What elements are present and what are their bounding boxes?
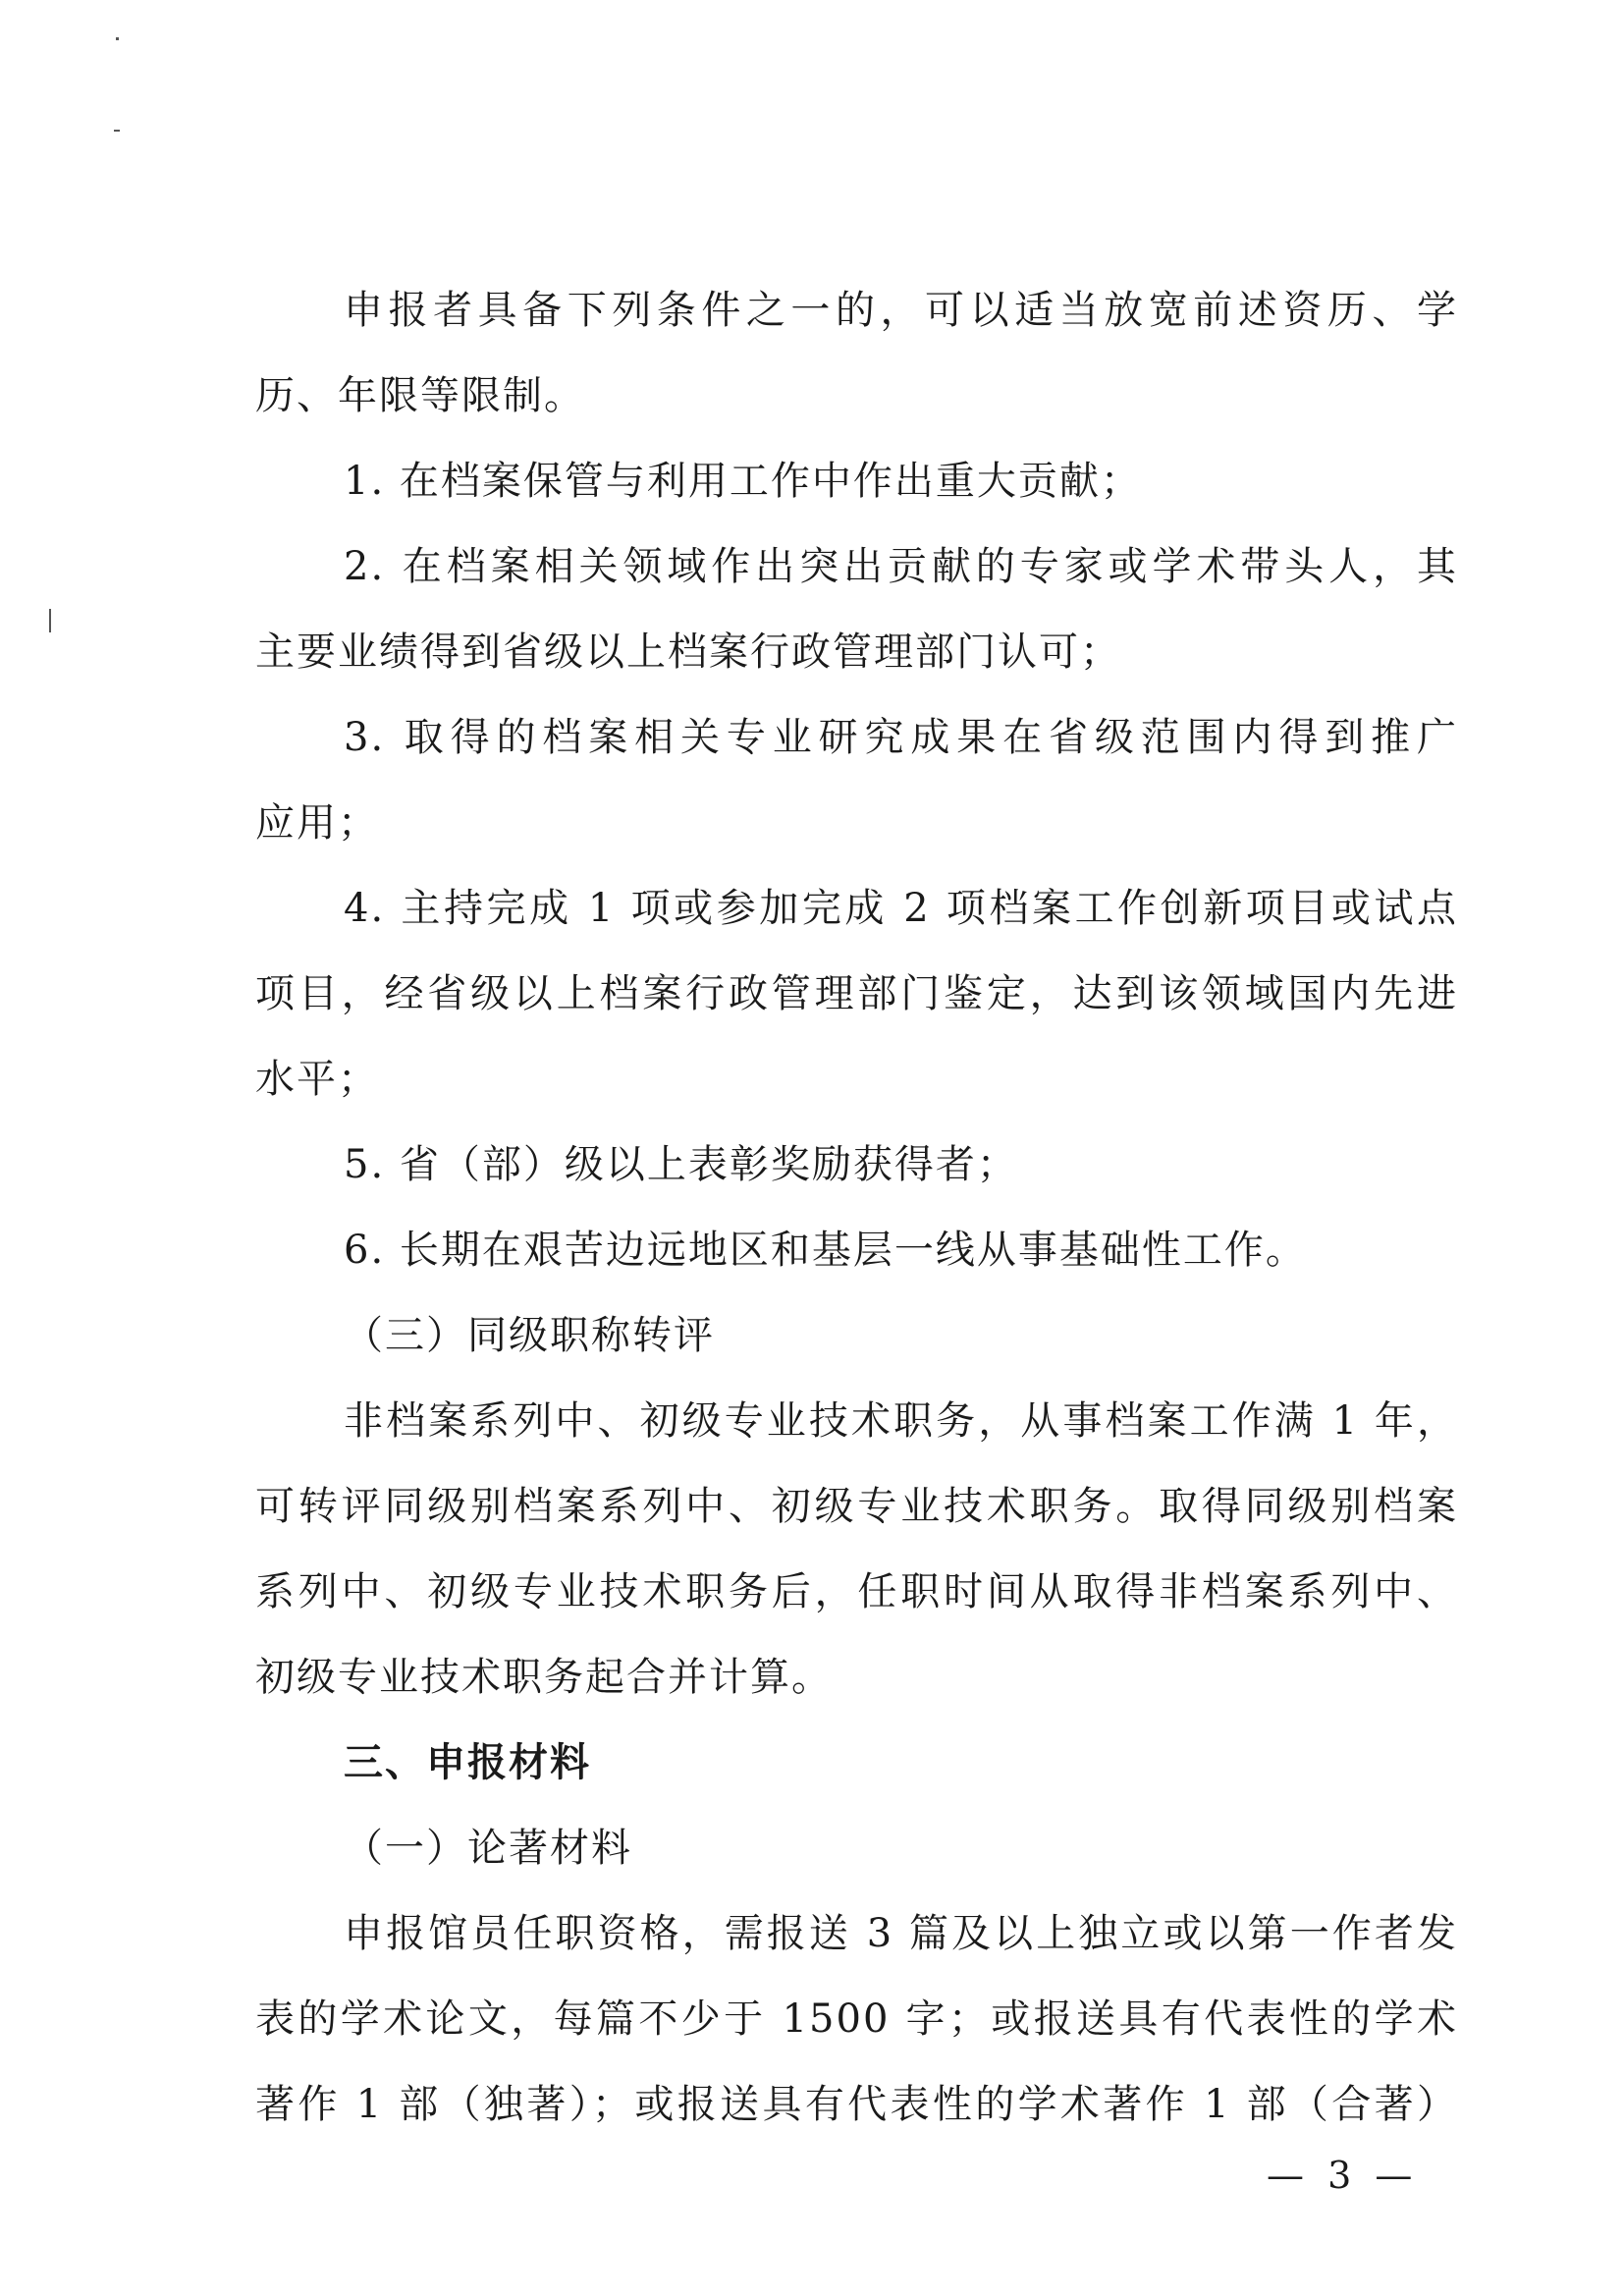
- subsection-heading: （一）论著材料: [344, 1826, 632, 1871]
- paragraph-line: 历、年限等限制。: [255, 373, 585, 418]
- paragraph-line: 表的学术论文，每篇不少于 1500 字；或报送具有代表性的学术: [255, 1996, 1458, 2042]
- paragraph-line: 系列中、初级专业技术职务后，任职时间从取得非档案系列中、: [255, 1569, 1458, 1614]
- subsection-heading: （三）同级职称转评: [344, 1313, 715, 1358]
- page-number: — 3 —: [1267, 2154, 1419, 2197]
- list-item-line: 应用；: [255, 800, 379, 846]
- list-item-line: 主要业绩得到省级以上档案行政管理部门认可；: [255, 629, 1121, 675]
- list-item-line: 水平；: [255, 1057, 379, 1102]
- paragraph-line: 申报者具备下列条件之一的，可以适当放宽前述资历、学: [344, 288, 1458, 333]
- paragraph-line: 可转评同级别档案系列中、初级专业技术职务。取得同级别档案: [255, 1484, 1458, 1529]
- paragraph-line: 初级专业技术职务起合并计算。: [255, 1655, 833, 1700]
- paragraph-line: 非档案系列中、初级专业技术职务，从事档案工作满 1 年，: [344, 1398, 1458, 1444]
- list-item-line: 项目，经省级以上档案行政管理部门鉴定，达到该领域国内先进: [255, 971, 1458, 1016]
- scan-speck: [49, 609, 51, 632]
- paragraph-line: 著作 1 部（独著）；或报送具有代表性的学术著作 1 部（合著）: [255, 2082, 1458, 2127]
- list-item-line: 2. 在档案相关领域作出突出贡献的专家或学术带头人，其: [344, 544, 1458, 589]
- section-heading: 三、申报材料: [344, 1740, 591, 1785]
- list-item-line: 5. 省（部）级以上表彰奖励获得者；: [344, 1142, 1018, 1187]
- scan-speck: [116, 37, 119, 40]
- paragraph-line: 申报馆员任职资格，需报送 3 篇及以上独立或以第一作者发: [344, 1911, 1458, 1956]
- list-item-line: 6. 长期在艰苦边远地区和基层一线从事基础性工作。: [344, 1228, 1307, 1273]
- list-item-line: 4. 主持完成 1 项或参加完成 2 项档案工作创新项目或试点: [344, 886, 1458, 931]
- list-item-line: 1. 在档案保管与利用工作中作出重大贡献；: [344, 459, 1142, 504]
- list-item-line: 3. 取得的档案相关专业研究成果在省级范围内得到推广: [344, 715, 1458, 760]
- scan-speck: [114, 130, 120, 132]
